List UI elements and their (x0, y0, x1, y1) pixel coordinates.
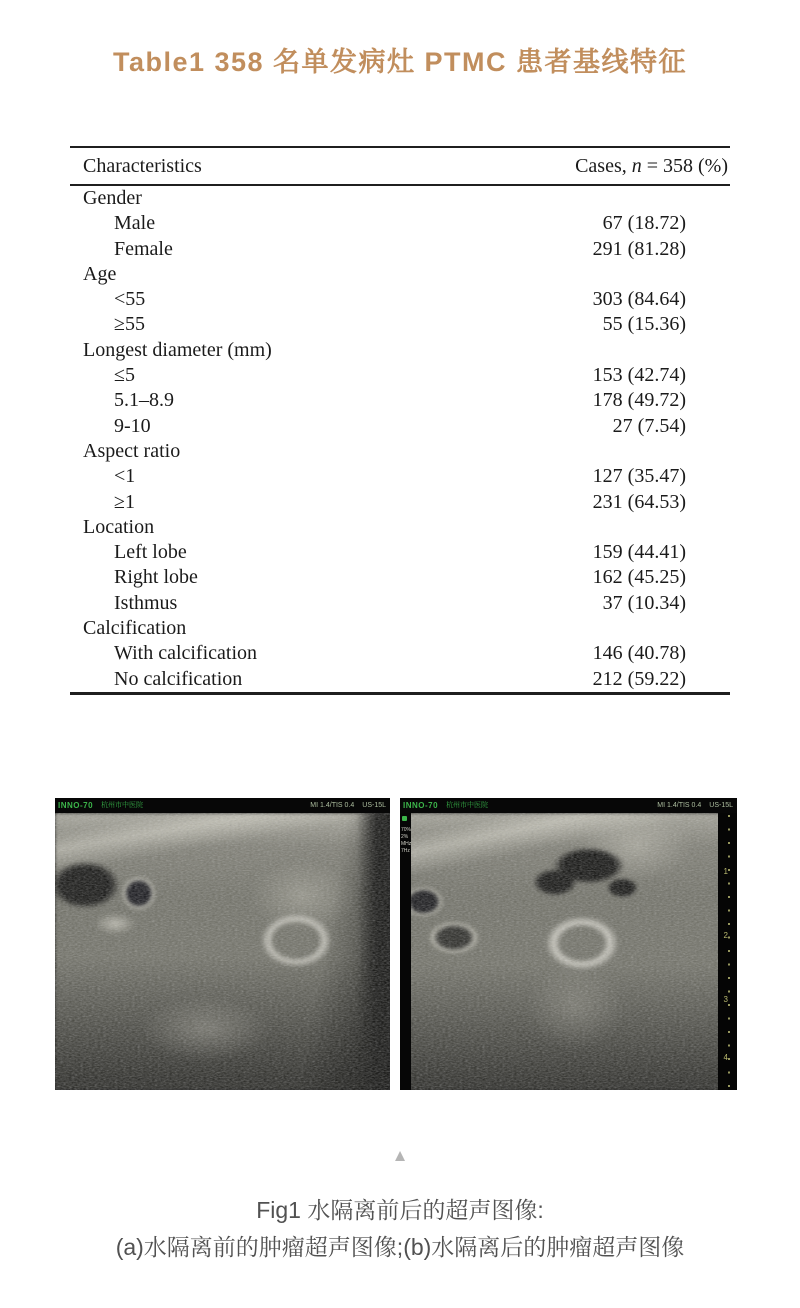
table-row (70, 211, 730, 236)
row-label: ≥1 (114, 490, 135, 513)
row-label: With calcification (114, 642, 258, 665)
row-value: 231 (64.53) (592, 490, 686, 513)
row-value (686, 515, 730, 540)
param-freq: MHz (401, 841, 411, 847)
ruler-number: 1 (723, 867, 728, 877)
header-cases-n: n (631, 154, 642, 177)
row-value: 178 (49.72) (592, 389, 686, 412)
table-row (70, 312, 730, 337)
machine-logo: INNO-70 (403, 801, 439, 810)
row-label: Location (83, 515, 155, 538)
row-value: 303 (84.64) (592, 288, 686, 311)
row-label: 9-10 (114, 414, 151, 437)
row-label: Aspect ratio (83, 439, 181, 462)
depth-ruler (718, 813, 737, 1090)
baseline-characteristics-table (70, 146, 730, 695)
hospital-name: 杭州市中医院 (101, 802, 144, 809)
table-row (70, 591, 730, 616)
row-label: Left lobe (114, 541, 187, 564)
figure-caption (0, 1192, 800, 1266)
table-row (70, 439, 730, 464)
row-value: 153 (42.74) (592, 364, 686, 387)
row-label: No calcification (114, 667, 243, 690)
probe-label: US-15L (362, 802, 386, 809)
row-label: Right lobe (114, 566, 198, 589)
row-label: 5.1–8.9 (114, 389, 174, 412)
ruler-number: 2 (723, 931, 728, 941)
probe-orientation-marker (402, 816, 407, 821)
row-label: Age (83, 262, 117, 285)
ultrasound-status-bar (55, 798, 390, 813)
ruler-number: 3 (723, 994, 728, 1004)
speckle-noise (400, 813, 737, 1090)
row-value: 127 (35.47) (592, 465, 686, 488)
row-value: 67 (18.72) (602, 212, 686, 235)
probe-label: US-15L (709, 802, 733, 809)
row-value (686, 186, 730, 211)
row-value (686, 616, 730, 641)
hospital-name: 杭州市中医院 (446, 802, 489, 809)
table-row (70, 338, 730, 363)
ultrasound-status-bar (400, 798, 737, 813)
row-label: Longest diameter (mm) (83, 338, 272, 361)
ultrasound-image-b (400, 798, 737, 1090)
ruler-number: 4 (723, 1052, 728, 1062)
table-row (70, 667, 730, 692)
page-title: Table1 358 名单发病灶 PTMC 患者基线特征 (112, 47, 688, 77)
table-row (70, 565, 730, 590)
row-label: Isthmus (114, 591, 178, 614)
table-row (70, 490, 730, 515)
table-row (70, 262, 730, 287)
row-value: 37 (10.34) (602, 591, 686, 614)
scan-parameters (400, 813, 411, 1090)
header-characteristics: Characteristics (83, 154, 202, 177)
mi-tis-readout: MI 1.4/TIS 0.4 (657, 802, 702, 809)
row-value (686, 338, 730, 363)
param-dr: 2% (401, 834, 409, 840)
row-label: <55 (114, 288, 146, 311)
figure-caption-line1: Fig1 水隔离前后的超声图像: (256, 1197, 544, 1223)
collapse-triangle-icon: ▲ (391, 1146, 409, 1165)
row-label: Female (114, 237, 173, 260)
row-value: 291 (81.28) (592, 237, 686, 260)
row-value (686, 262, 730, 287)
table-row (70, 515, 730, 540)
param-rate: 7Hz (401, 848, 410, 854)
ruler-ticks (728, 815, 730, 1088)
row-value: 27 (7.54) (612, 414, 686, 437)
row-label: Male (114, 212, 156, 235)
row-label: Calcification (83, 617, 187, 640)
row-label: ≥55 (114, 313, 145, 336)
ultrasound-image-a (55, 798, 390, 1090)
speckle-noise (55, 813, 390, 1090)
row-label: Gender (83, 187, 142, 209)
row-value: 146 (40.78) (592, 642, 686, 665)
machine-logo: INNO-70 (58, 801, 94, 810)
ultrasound-scan-area (400, 813, 737, 1090)
header-cases-suffix: = 358 (%) (641, 154, 728, 177)
row-label: <1 (114, 465, 136, 488)
table-row (70, 641, 730, 666)
table-row (70, 186, 730, 211)
table-row (70, 464, 730, 489)
row-value: 159 (44.41) (592, 541, 686, 564)
header-cases (575, 155, 730, 178)
header-cases-prefix: Cases, (575, 154, 632, 177)
table-row (70, 616, 730, 641)
row-value: 212 (59.22) (592, 667, 686, 690)
table-row (70, 540, 730, 565)
table-row (70, 237, 730, 262)
table-header-row (70, 148, 730, 186)
row-value (686, 439, 730, 464)
row-label: ≤5 (114, 364, 135, 387)
mi-tis-readout: MI 1.4/TIS 0.4 (310, 802, 355, 809)
row-value: 55 (15.36) (602, 313, 686, 336)
table-row (70, 363, 730, 388)
row-value: 162 (45.25) (592, 566, 686, 589)
table-row (70, 388, 730, 413)
figure-caption-line2: (a)水隔离前的肿瘤超声图像;(b)水隔离后的肿瘤超声图像 (115, 1234, 685, 1260)
table-row (70, 414, 730, 439)
ultrasound-scan-area (55, 813, 390, 1090)
param-gain: 70% (401, 827, 411, 833)
table-row (70, 287, 730, 312)
